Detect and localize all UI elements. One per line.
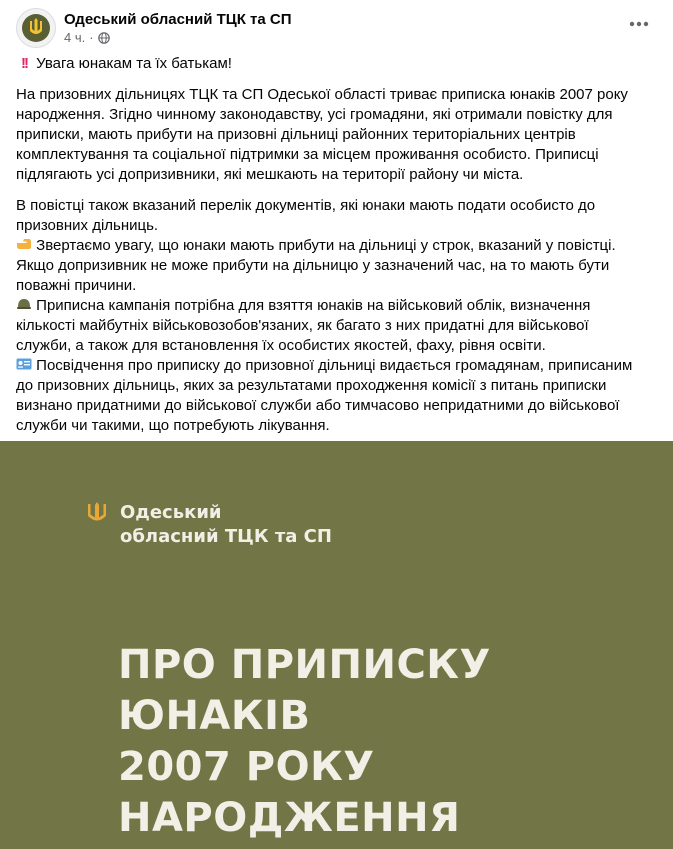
post-item-id: Посвідчення про приписку до призовної дільниці видається громадянам, приписаним до призовних дільниць, яких за результатами проходження комісії з питань приписки визнано придатними до військової служби або тимчасово непридатними до військової служби чи такими, що потребують лікування. xyxy=(16,357,633,434)
post-header xyxy=(16,8,292,48)
post-meta xyxy=(64,29,292,46)
post-image-card[interactable] xyxy=(0,441,673,849)
card-headline: ПРО ПРИПИСКУ ЮНАКІВ 2007 РОКУ НАРОДЖЕННЯ xyxy=(118,642,491,841)
meta-separator: · xyxy=(89,30,94,45)
double-exclamation-icon: !! xyxy=(21,55,27,72)
more-options-button[interactable] xyxy=(625,14,653,34)
tryzub-icon xyxy=(86,501,108,527)
id-card-icon xyxy=(16,356,32,376)
post-item-helmet: Приписна кампанія потрібна для взяття юнаків на військовий облік, визначення кількості майбутніх військовозобов'язаних, як багато з них придатні для військової служби, а також для встановлення їх особистих якостей, фаху, рівня освіти. xyxy=(16,297,591,354)
post-paragraph-1: На призовних дільницях ТЦК та СП Одеської області триває приписка юнаків 2007 року народження. Згідно чинному законодавству, усі громадяни, які отримали повістку для приписки, мають прибути на призовні дільниці районних територіальних центрів комплектування та соціальної підтримки за місцем проживання особисто. Приписці підлягають усі допризивники, які мешкають на території району чи міста. xyxy=(16,86,628,183)
post-item-point: Звертаємо увагу, що юнаки мають прибути на дільниці у строк, вказаний у повістці. Якщо допризивник не може прибути на дільницю у зазначений час, на то мають бути поважні причини. xyxy=(16,237,616,294)
avatar[interactable] xyxy=(16,8,56,48)
post-text xyxy=(16,54,640,436)
post-timestamp[interactable]: 4 ч. xyxy=(64,30,86,45)
tryzub-emblem-icon xyxy=(21,13,51,43)
globe-icon xyxy=(98,32,110,44)
page-name-link[interactable]: Одеський обласний ТЦК та СП xyxy=(64,11,292,28)
pointing-hand-icon xyxy=(16,236,32,256)
post-paragraph-2: В повістці також вказаний перелік документів, які юнаки мають подати особисто до призовних дільниць. xyxy=(16,197,596,234)
military-helmet-icon xyxy=(16,296,32,316)
post-intro: !! Увага юнакам та їх батькам! xyxy=(16,54,640,74)
card-organization-name: Одеський обласний ТЦК та СП xyxy=(120,502,332,547)
more-options-icon xyxy=(629,21,649,27)
